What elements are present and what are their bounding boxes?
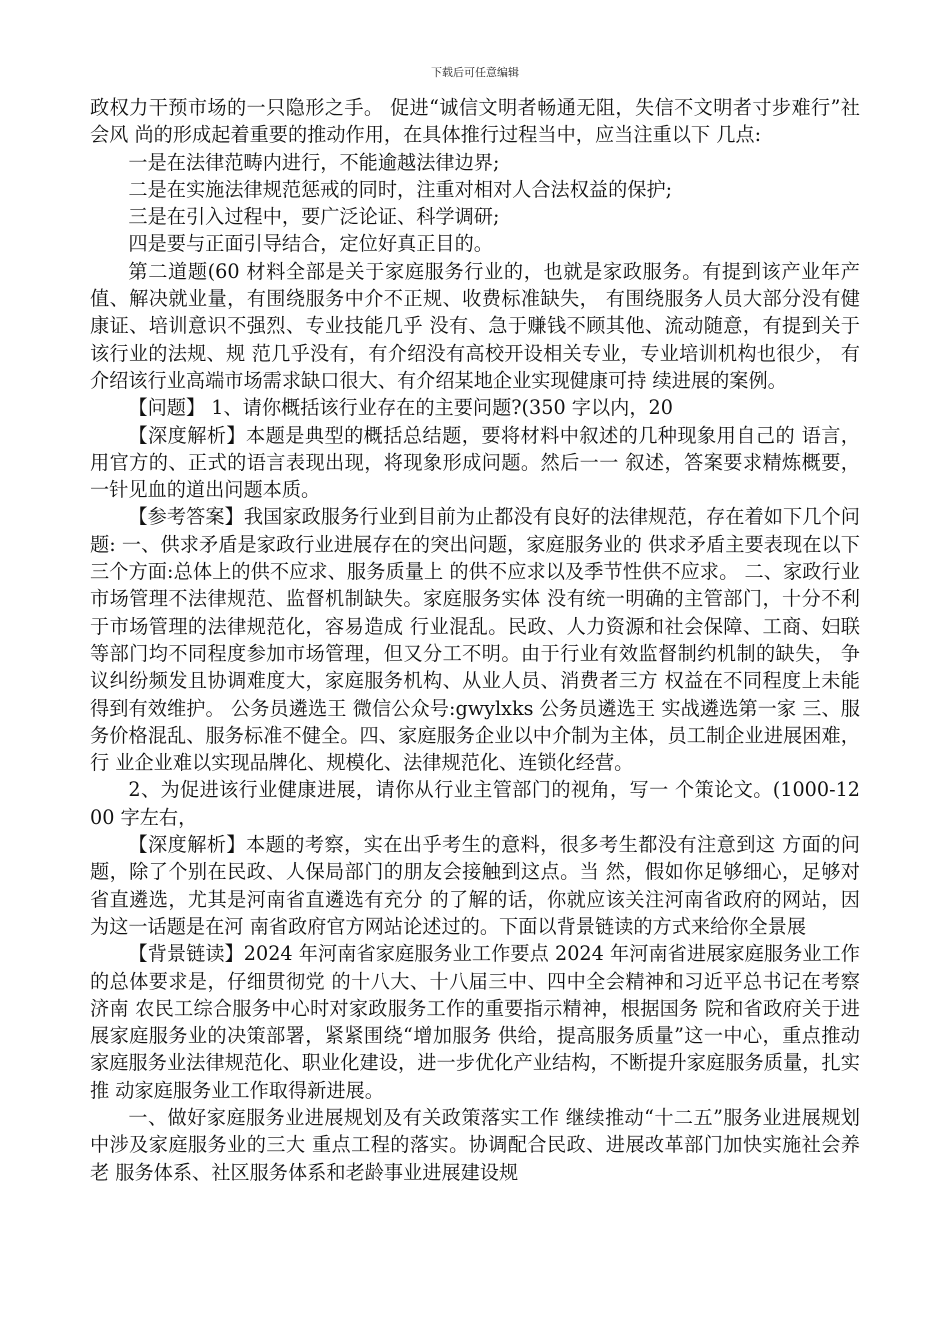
paragraph-intro: 政权力干预市场的一只隐形之手。 促进“诚信文明者畅通无阻，失信不文明者寸步难行”社会风 尚的形成起着重要的推动作用，在具体推行过程当中，应当注重以下 几点: (90, 96, 860, 147)
paragraph-analysis-1: 【深度解析】本题是典型的概括总结题，要将材料中叙述的几种现象用自己的 语言，用官方的、正式的语言表现出现，将现象形成问题。然后一一 叙述，答案要求精炼概要，一针见血的道出问题本质。 (90, 423, 860, 502)
paragraph-background-reading: 【背景链读】2024 年河南省家庭服务业工作要点 2024 年河南省进展家庭服务业工作的总体要求是，仔细贯彻党 的十八大、十八届三中、四中全会精神和习近平总书记在考察济南 农民工综合服务中心时对家政服务工作的重要指示精神，根据国务 院和省政府关于进展家庭服务业的决策部署，紧紧围绕“增加服务 供给，提高服务质量”这一中心，重点推动家庭服务业法律规范化、职业化建设，进一步优化产业结构，不断提升家庭服务质量，扎实推 动家庭服务业工作取得新进展。 (90, 942, 860, 1102)
paragraph-point-4: 四是要与正面引导结合，定位好真正目的。 (128, 232, 493, 256)
paragraph-question-1: 【问题】 1、请你概括该行业存在的主要问题?(350 字以内，20 (128, 396, 673, 420)
paragraph-point-1: 一是在法律范畴内进行，不能逾越法律边界; (128, 150, 500, 174)
paragraph-question-2: 2、为促进该行业健康进展，请你从行业主管部门的视角，写一 个策论文。(1000-1200 字左右， (90, 778, 860, 829)
paragraph-point-3: 三是在引入过程中，要广泛论证、科学调研; (128, 205, 500, 229)
paragraph-point-2: 二是在实施法律规范惩戒的同时，注重对相对人合法权益的保护; (128, 177, 673, 201)
document-body (90, 94, 860, 1186)
paragraph-reference-answer: 【参考答案】我国家政服务行业到目前为止都没有良好的法律规范，存在着如下几个问题: 一、供求矛盾是家政行业进展存在的突出问题，家庭服务业的 供求矛盾主要表现在以下三个方面:总体上的供不应求、服务质量上 的供不应求以及季节性供不应求。 二、家政行业市场管理不法律规范、监督机制缺失。家庭服务实体 没有统一明确的主管部门，十分不利于市场管理的法律规范化，容易造成 行业混乱。民政、人力资源和社会保障、工商、妇联等部门均不同程度参加市场管理，但又分工不明。由于行业有效监督制约机制的缺失， 争议纠纷频发且协调难度大，家庭服务机构、从业人员、消费者三方 权益在不同程度上未能得到有效维护。 公务员遴选王 微信公众号:gwylxks 公务员遴选王 实战遴选第一家 三、服务价格混乱、服务标准不健全。四、家庭服务企业以中介制为主体，员工制企业进展困难，行 业企业难以实现品牌化、规模化、法律规范化、连锁化经营。 (90, 505, 860, 775)
paragraph-analysis-2: 【深度解析】本题的考察，实在出乎考生的意料，很多考生都没有注意到这 方面的问题，除了个别在民政、人保局部门的朋友会接触到这点。当 然，假如你足够细心，足够对省直遴选，尤其是河南省直遴选有充分 的了解的话，你就应该关注河南省政府的网站，因为这一话题是在河 南省政府官方网站论述过的。下面以背景链读的方式来给你全景展 (90, 833, 860, 938)
paragraph-section-one: 一、做好家庭服务业进展规划及有关政策落实工作 继续推动“十二五”服务业进展规划中涉及家庭服务业的三大 重点工程的落实。协调配合民政、进展改革部门加快实施社会养老 服务体系、社区服务体系和老龄事业进展建设规 (90, 1105, 860, 1184)
page-header-note: 下载后可任意编辑 (431, 66, 519, 79)
paragraph-question-two-material: 第二道题(60 材料全部是关于家庭服务行业的，也就是家政服务。有提到该产业年产值、解决就业量，有围绕服务中介不正规、收费标准缺失， 有围绕服务人员大部分没有健康证、培训意识不强烈、专业技能几乎 没有、急于赚钱不顾其他、流动随意，有提到关于该行业的法规、规 范几乎没有，有介绍没有高校开设相关专业，专业培训机构也很少， 有介绍该行业高端市场需求缺口很大、有介绍某地企业实现健康可持 续进展的案例。 (90, 259, 860, 392)
